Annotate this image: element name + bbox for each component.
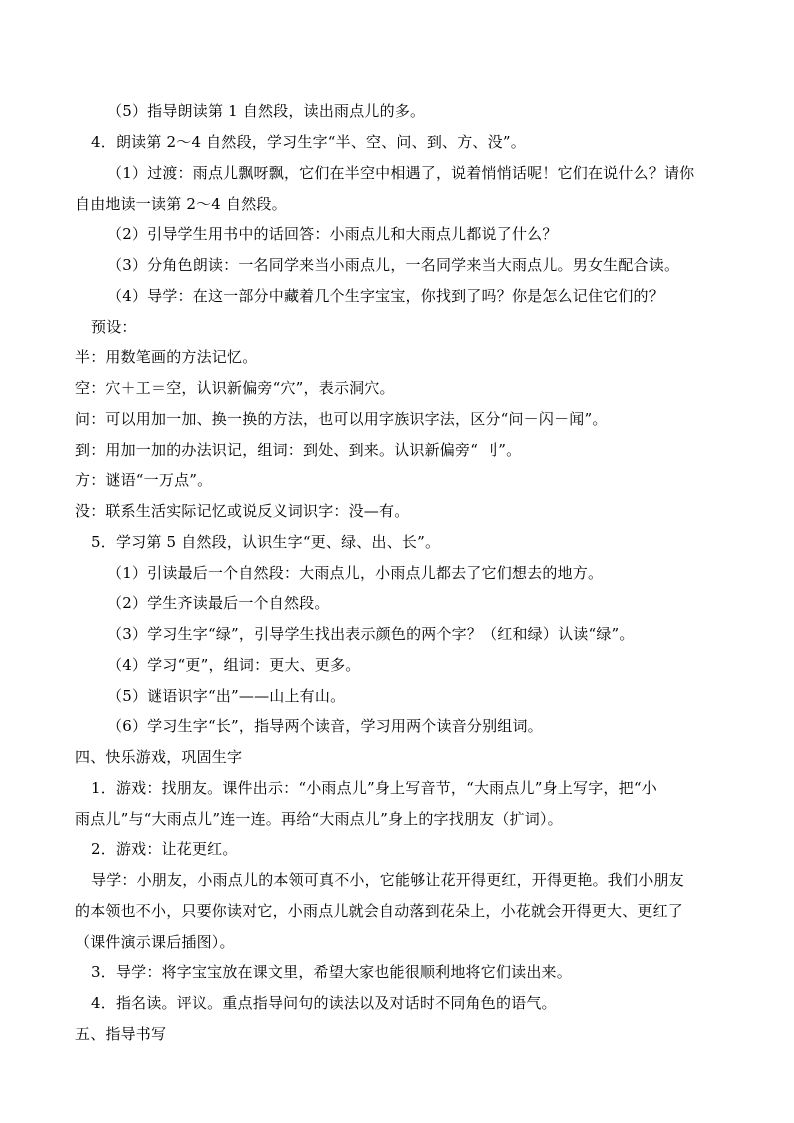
text-line: （5）谜语识字“出”——山上有山。 bbox=[107, 687, 346, 705]
text-line: 没：联系生活实际记忆或说反义词识字：没—有。 bbox=[75, 502, 410, 520]
text-line: 导学：小朋友，小雨点儿的本领可真不小，它能够让花开得更红，开得更艳。我们小朋友 bbox=[91, 871, 684, 889]
text-line: 2．游戏：让花更红。 bbox=[91, 840, 238, 858]
text-line: （2）学生齐读最后一个自然段。 bbox=[107, 594, 330, 612]
text-line: 3．导学：将字宝宝放在课文里，希望大家也能很顺利地将它们读出来。 bbox=[91, 963, 572, 981]
text-line: 预设： bbox=[91, 318, 137, 336]
text-line: 半：用数笔画的方法记忆。 bbox=[75, 348, 258, 366]
section-heading: 四、快乐游戏，巩固生字 bbox=[75, 748, 243, 766]
text-line: （1）引读最后一个自然段：大雨点儿，小雨点儿都去了它们想去的地方。 bbox=[107, 564, 604, 582]
text-line: （4）导学：在这一部分中藏着几个生字宝宝，你找到了吗？你是怎么记住它们的？ bbox=[107, 287, 664, 305]
text-line: 问：可以用加一加、换一换的方法，也可以用字族识字法，区分“问－闪－闻”。 bbox=[75, 410, 608, 428]
text-line: 空：穴＋工＝空，认识新偏旁“穴”，表示洞穴。 bbox=[75, 379, 395, 397]
text-line: 的本领也不小，只要你读对它，小雨点儿就会自动落到花朵上，小花就会开得更大、更红了 bbox=[75, 902, 684, 920]
text-line: 5．学习第 5 自然段，认识生字“更、绿、出、长”。 bbox=[91, 533, 441, 551]
text-line: （2）引导学生用书中的话回答：小雨点儿和大雨点儿都说了什么？ bbox=[107, 225, 558, 243]
text-line: 4．指名读。评议。重点指导问句的读法以及对话时不同角色的语气。 bbox=[91, 994, 557, 1012]
text-line: （5）指导朗读第 1 自然段，读出雨点儿的多。 bbox=[107, 102, 426, 120]
text-line: 4．朗读第 2～4 自然段，学习生字“半、空、问、到、方、没”。 bbox=[91, 133, 526, 151]
text-line: （6）学习生字“长”，指导两个读音，学习用两个读音分别组词。 bbox=[107, 717, 543, 735]
text-line: （课件演示课后插图）。 bbox=[75, 933, 235, 951]
text-line: （4）学习“更”，组词：更大、更多。 bbox=[107, 656, 361, 674]
text-line: 到：用加一加的办法识记，组词：到处、到来。认识新偏旁“ 刂”。 bbox=[75, 441, 522, 459]
text-line: （3）学习生字“绿”，引导学生找出表示颜色的两个字？（红和绿）认读“绿”。 bbox=[107, 625, 635, 643]
text-line: （3）分角色朗读：一名同学来当小雨点儿，一名同学来当大雨点儿。男女生配合读。 bbox=[107, 256, 680, 274]
text-line: 自由地读一读第 2～4 自然段。 bbox=[75, 195, 287, 213]
text-line: （1）过渡：雨点儿飘呀飘，它们在半空中相遇了，说着悄悄话呢！它们在说什么？请你 bbox=[107, 164, 695, 182]
section-heading: 五、指导书写 bbox=[75, 1025, 167, 1043]
text-line: 方：谜语“一万点”。 bbox=[75, 471, 213, 489]
text-line: 雨点儿”与“大雨点儿”连一连。再给“大雨点儿”身上的字找朋友（扩词）。 bbox=[75, 810, 563, 828]
text-line: 1．游戏：找朋友。课件出示：“小雨点儿”身上写音节，“大雨点儿”身上写字，把“小 bbox=[91, 779, 657, 797]
